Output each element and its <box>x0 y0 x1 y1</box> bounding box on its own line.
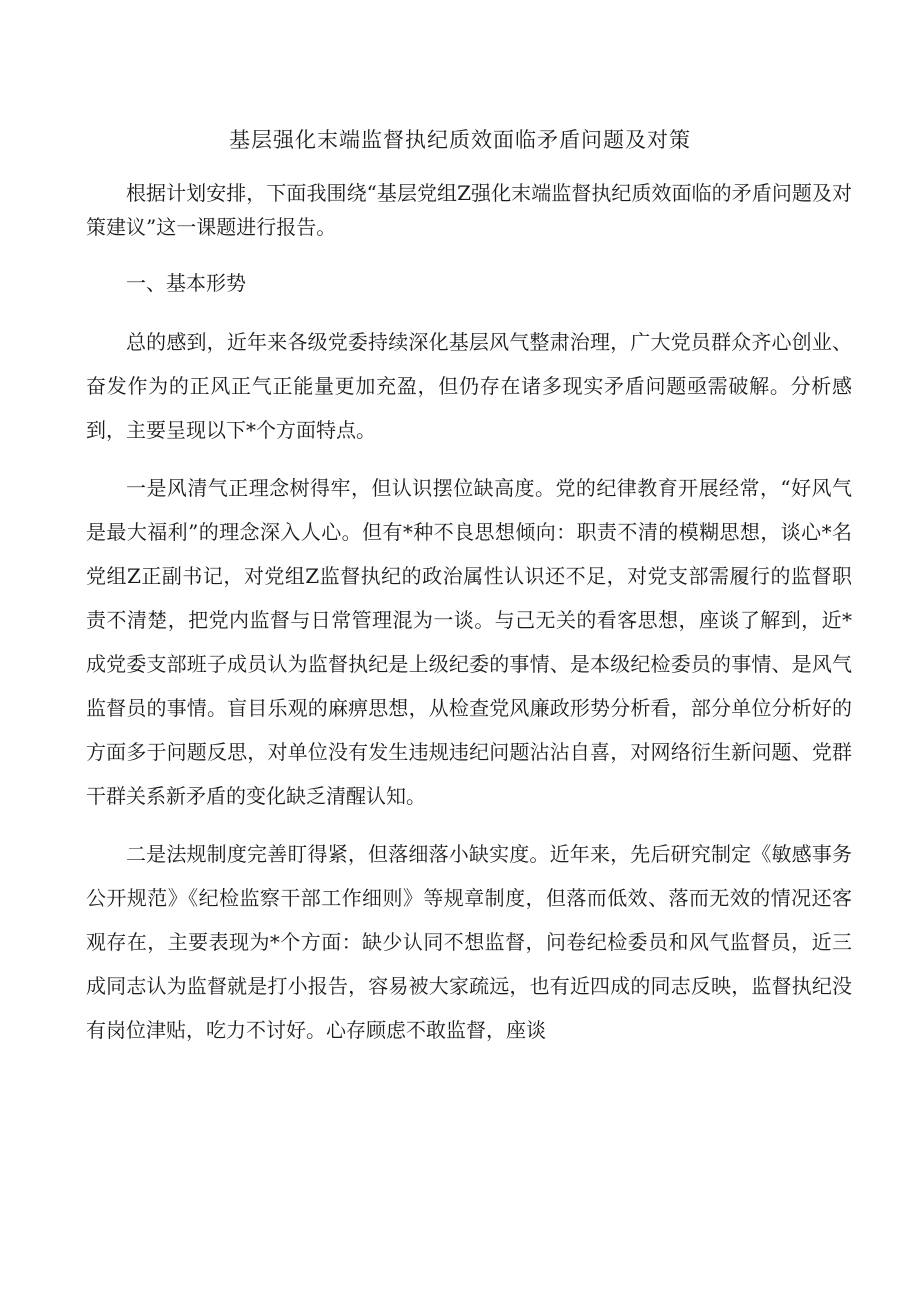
point-one-paragraph: 一是风清气正理念树得牢，但认识摆位缺高度。党的纪律教育开展经常，“好风气是最大福利”的理念深入人心。但有*种不良思想倾向：职责不清的模糊思想，谈心*名党组Z正副书记，对党组Z监督执纪的政治属性认识还不足，对党支部需履行的监督职责不清楚，把党内监督与日常管理混为一谈。与己无关的看客思想，座谈了解到，近*成党委支部班子成员认为监督执纪是上级纪委的事情、是本级纪检委员的事情、是风气监督员的事情。盲目乐观的麻痹思想，从检查党风廉政形势分析看，部分单位分析好的方面多于问题反思，对单位没有发生违规违纪问题沾沾自喜，对网络衍生新问题、党群干群关系新矛盾的变化缺乏清醒认知。 <box>86 476 852 808</box>
point-two-paragraph: 二是法规制度完善盯得紧，但落细落小缺实度。近年来，先后研究制定《敏感事务公开规范》《纪检监察干部工作细则》等规章制度，但落而低效、落而无效的情况还客观存在，主要表现为*个方面：缺少认同不想监督，问卷纪检委员和风气监督员，近三成同志认为监督就是打小报告，容易被大家疏远，也有近四成的同志反映，监督执纪没有岗位津贴，吃力不讨好。心存顾虑不敢监督，座谈 <box>86 842 852 1042</box>
intro-paragraph: 根据计划安排，下面我围绕“基层党组Z强化末端监督执纪质效面临的矛盾问题及对策建议”这一课题进行报告。 <box>86 181 852 239</box>
document-body <box>86 176 852 1052</box>
document-title: 基层强化末端监督执纪质效面临矛盾问题及对策 <box>229 128 691 152</box>
section-heading-basic-situation: 一、基本形势 <box>126 271 246 295</box>
overview-paragraph: 总的感到，近年来各级党委持续深化基层风气整肃治理，广大党员群众齐心创业、奋发作为的正风正气正能量更加充盈，但仍存在诸多现实矛盾问题亟需破解。分析感到，主要呈现以下*个方面特点。 <box>86 330 852 442</box>
